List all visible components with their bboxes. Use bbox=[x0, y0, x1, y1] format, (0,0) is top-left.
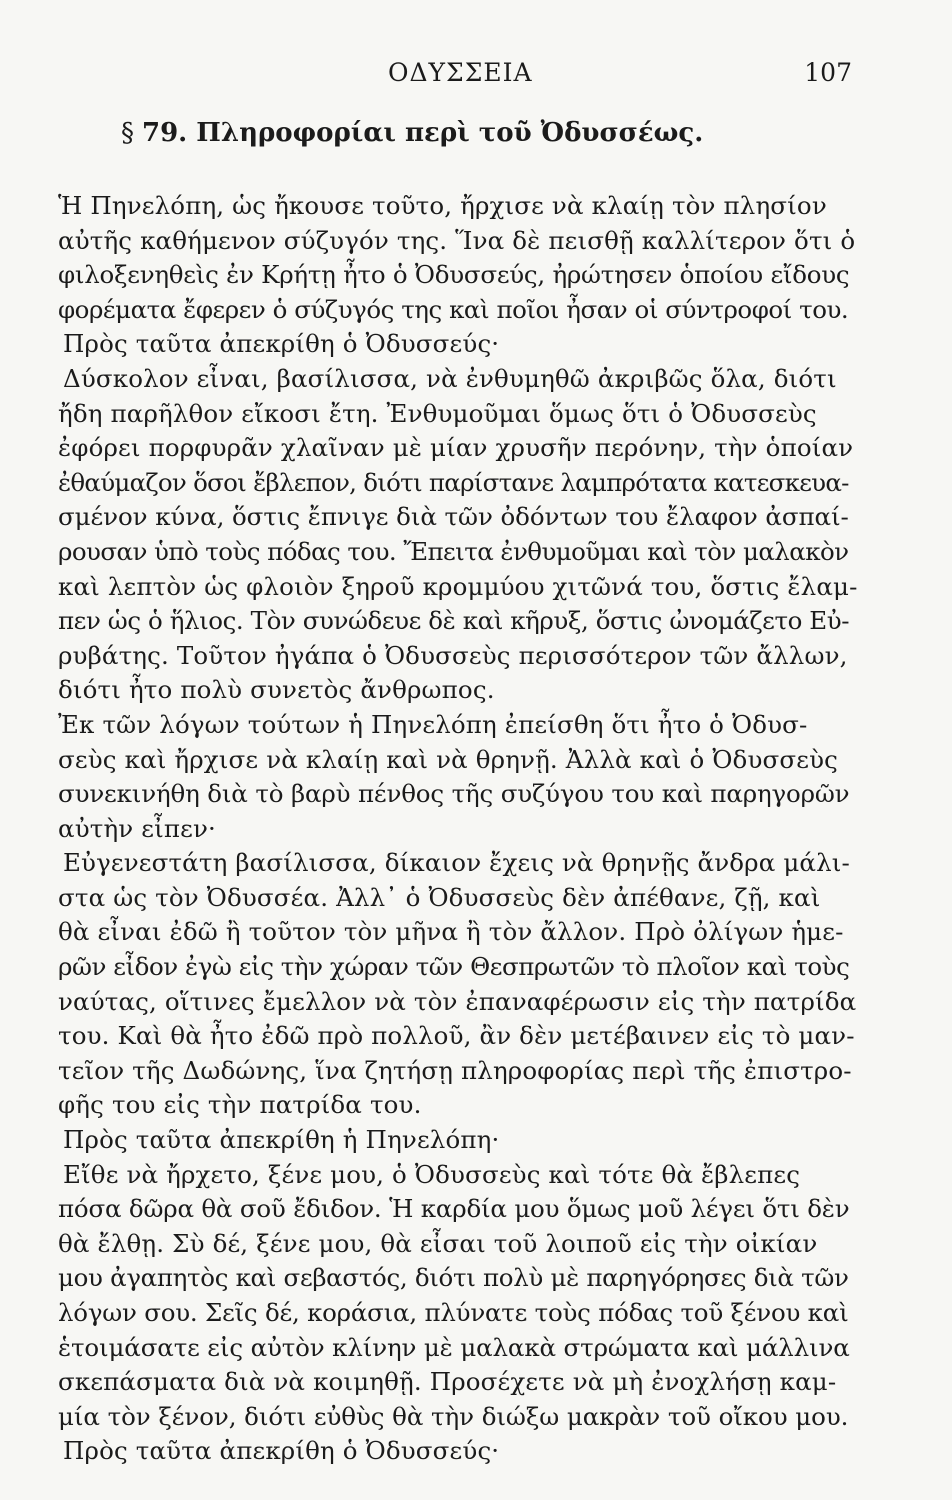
text-line: μία τὸν ξένον, διότι εὐθὺς θὰ τὴν διώξω μακρὰν τοῦ οἴκου μου. bbox=[58, 1401, 849, 1431]
text-line: ἐφόρει πορφυρᾶν χλαῖναν μὲ μίαν χρυσῆν περόνην, τὴν ὁποίαν bbox=[58, 433, 854, 463]
text-line: πόσα δῶρα θὰ σοῦ ἔδιδον. Ἡ καρδία μου ὅμως μοῦ λέγει ὅτι δὲν bbox=[58, 1194, 850, 1224]
text-line: ἑτοιμάσατε εἰς αὐτὸν κλίνην μὲ μαλακὰ στρώματα καὶ μάλλινα bbox=[58, 1332, 850, 1362]
text-line: θὰ ἔλθῃ. Σὺ δέ, ξένε μου, θὰ εἶσαι τοῦ λοιποῦ εἰς τὴν οἰκίαν bbox=[58, 1228, 818, 1258]
text-line: τεῖον τῆς Δωδώνης, ἵνα ζητήσῃ πληροφορίας περὶ τῆς ἐπιστρο- bbox=[58, 1055, 852, 1085]
text-line: φιλοξενηθεὶς ἐν Κρήτῃ ἦτο ὁ Ὀδυσσεύς, ἠρώτησεν ὁποίου εἴδους bbox=[58, 260, 850, 290]
text-line: ἤδη παρῆλθον εἴκοσι ἔτη. Ἐνθυμοῦμαι ὅμως ὅτι ὁ Ὀδυσσεὺς bbox=[58, 398, 817, 428]
page-header bbox=[0, 58, 952, 94]
text-line: σμένον κύνα, ὅστις ἔπνιγε διὰ τῶν ὀδόντων του ἔλαφον ἀσπαί- bbox=[58, 502, 849, 532]
running-title: ΟΔΥΣΣΕΙΑ bbox=[388, 58, 533, 87]
text-line: ἐθαύμαζον ὅσοι ἔβλεπον, διότι παρίστανε λαμπρότατα κατεσκευα- bbox=[58, 467, 849, 497]
text-line: αὐτῆς καθήμενον σύζυγόν της. Ἵνα δὲ πεισθῇ καλλίτερον ὅτι ὁ bbox=[58, 225, 856, 255]
text-line: Ἐκ τῶν λόγων τούτων ἡ Πηνελόπη ἐπείσθη ὅτι ἦτο ὁ Ὀδυσ- bbox=[58, 709, 808, 739]
text-line: Εὐγενεστάτη βασίλισσα, δίκαιον ἔχεις νὰ θρηνῇς ἄνδρα μάλι- bbox=[63, 848, 850, 878]
text-line: φῆς του εἰς τὴν πατρίδα του. bbox=[58, 1090, 422, 1120]
text-line: αὐτὴν εἶπεν· bbox=[58, 813, 216, 843]
text-line: Ἡ Πηνελόπη, ὡς ἤκουσε τοῦτο, ἤρχισε νὰ κλαίῃ τὸν πλησίον bbox=[58, 191, 827, 220]
text-line: ρῶν εἶδον ἐγὼ εἰς τὴν χώραν τῶν Θεσπρωτῶν τὸ πλοῖον καὶ τοὺς bbox=[58, 952, 850, 982]
text-line: συνεκινήθη διὰ τὸ βαρὺ πένθος τῆς συζύγου του καὶ παρηγορῶν bbox=[58, 779, 850, 809]
text-line: Δύσκολον εἶναι, βασίλισσα, νὰ ἐνθυμηθῶ ἀκριβῶς ὅλα, διότι bbox=[63, 363, 837, 393]
text-line: Πρὸς ταῦτα ἀπεκρίθη ὁ Ὀδυσσεύς· bbox=[63, 1436, 500, 1466]
text-line: σεὺς καὶ ἤρχισε νὰ κλαίῃ καὶ νὰ θρηνῇ. Ἀλλὰ καὶ ὁ Ὀδυσσεὺς bbox=[58, 744, 839, 774]
text-line: Εἴθε νὰ ἤρχετο, ξένε μου, ὁ Ὀδυσσεὺς καὶ τότε θὰ ἔβλεπες bbox=[63, 1159, 801, 1189]
text-line: ρουσαν ὑπὸ τοὺς πόδας του. Ἔπειτα ἐνθυμοῦμαι καὶ τὸν μαλακὸν bbox=[58, 536, 849, 566]
text-line: μου ἀγαπητὸς καὶ σεβαστός, διότι πολὺ μὲ παρηγόρησες διὰ τῶν bbox=[58, 1263, 849, 1293]
text-line: ναύτας, οἵτινες ἔμελλον νὰ τὸν ἐπαναφέρωσιν εἰς τὴν πατρίδα bbox=[58, 986, 857, 1016]
text-line: Πρὸς ταῦτα ἀπεκρίθη ὁ Ὀδυσσεύς· bbox=[63, 329, 500, 359]
text-line: διότι ἦτο πολὺ συνετὸς ἄνθρωπος. bbox=[58, 675, 495, 705]
section-title: Πληροφορίαι περὶ τοῦ Ὀδυσσέως. bbox=[196, 118, 704, 148]
text-line: του. Καὶ θὰ ἦτο ἐδῶ πρὸ πολλοῦ, ἂν δὲν μετέβαινεν εἰς τὸ μαν- bbox=[58, 1021, 855, 1051]
text-line: φορέματα ἔφερεν ὁ σύζυγός της καὶ ποῖοι ἦσαν οἱ σύντροφοί του. bbox=[58, 294, 849, 324]
text-line: πεν ὡς ὁ ἥλιος. Τὸν συνώδευε δὲ καὶ κῆρυξ, ὅστις ὠνομάζετο Εὐ- bbox=[58, 606, 850, 636]
page-number: 107 bbox=[804, 58, 852, 87]
text-line: καὶ λεπτὸν ὡς φλοιὸν ξηροῦ κρομμύου χιτῶνά του, ὅστις ἔλαμ- bbox=[58, 571, 858, 601]
text-line: θὰ εἶναι ἐδῶ ἢ τοῦτον τὸν μῆνα ἢ τὸν ἄλλον. Πρὸ ὀλίγων ἡμε- bbox=[58, 917, 844, 947]
section-sign: § bbox=[121, 118, 134, 148]
section-number: 79. bbox=[142, 118, 188, 148]
text-line: Πρὸς ταῦτα ἀπεκρίθη ἡ Πηνελόπη· bbox=[63, 1125, 500, 1155]
text-line: ρυβάτης. Τοῦτον ἠγάπα ὁ Ὀδυσσεὺς περισσότερον τῶν ἄλλων, bbox=[58, 640, 848, 670]
body-text bbox=[58, 189, 858, 1469]
text-line: στα ὡς τὸν Ὀδυσσέα. Ἀλλ᾽ ὁ Ὀδυσσεὺς δὲν ἀπέθανε, ζῇ, καὶ bbox=[58, 882, 821, 912]
text-line: λόγων σου. Σεῖς δέ, κοράσια, πλύνατε τοὺς πόδας τοῦ ξένου καὶ bbox=[58, 1298, 849, 1327]
text-line: σκεπάσματα διὰ νὰ κοιμηθῇ. Προσέχετε νὰ μὴ ἐνοχλήσῃ καμ- bbox=[58, 1367, 837, 1397]
section-heading bbox=[121, 118, 861, 148]
